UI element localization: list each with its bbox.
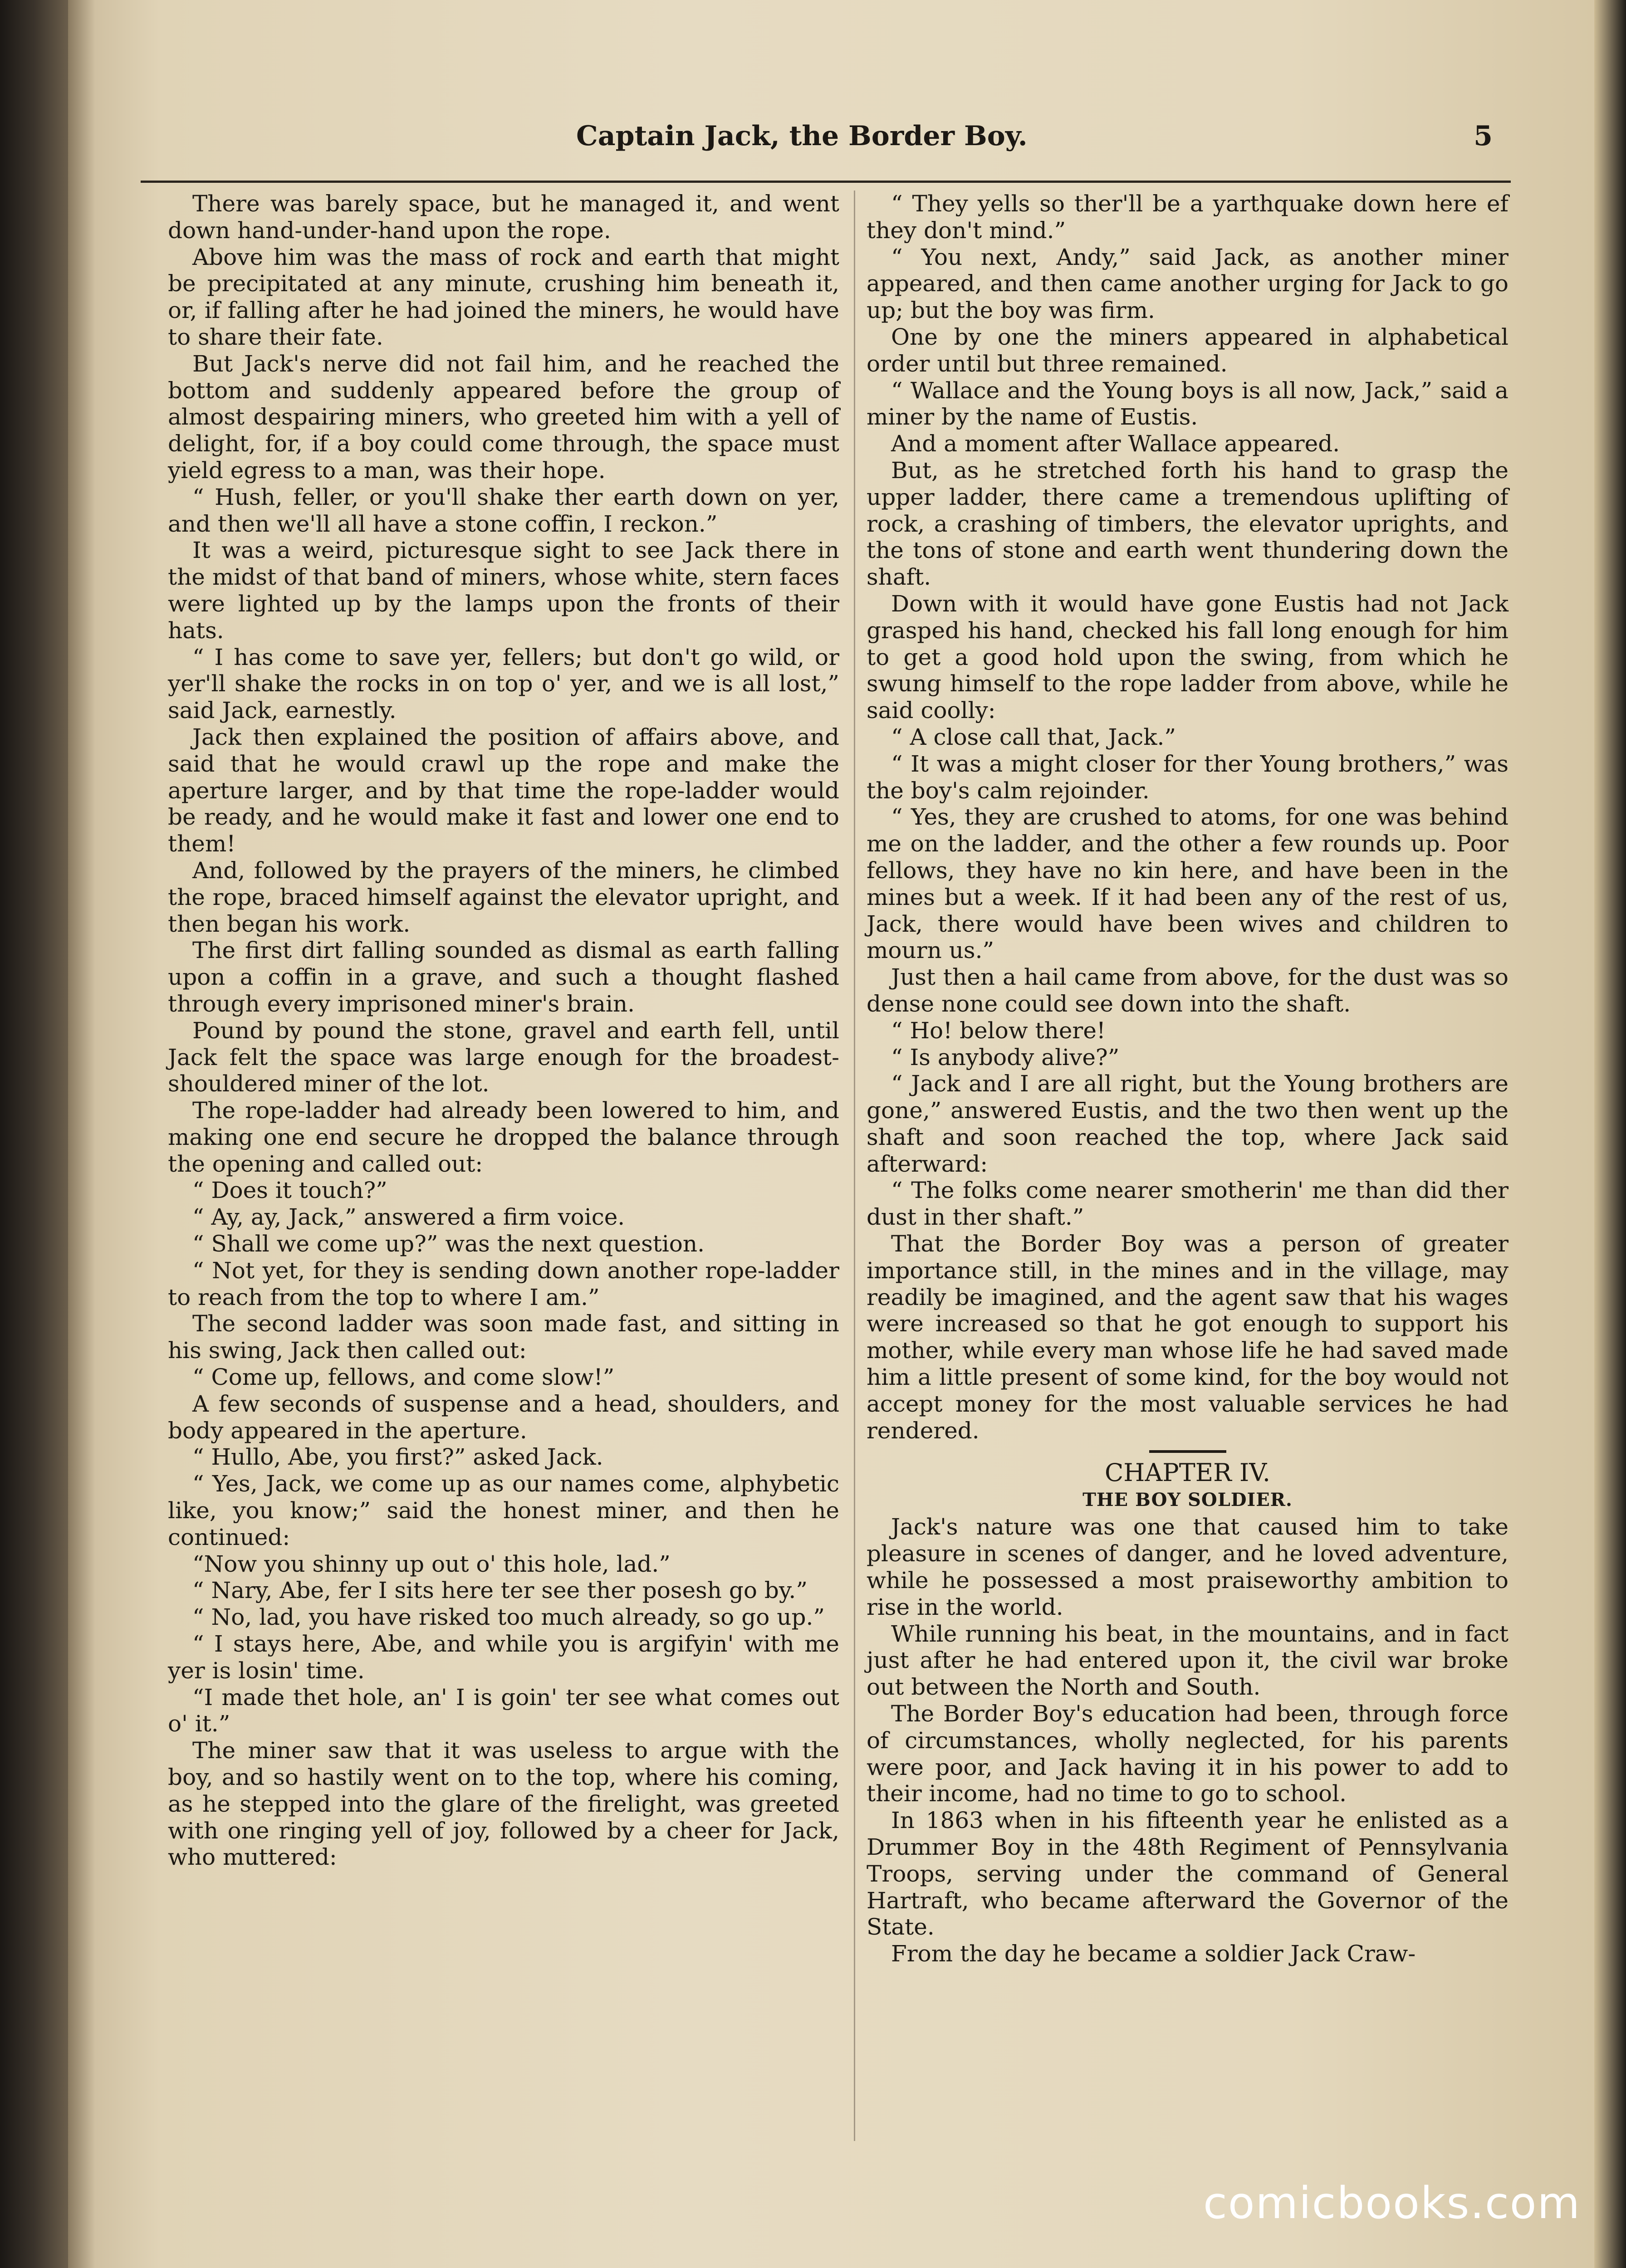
paragraph: There was barely space, but he managed it, and went down hand-under-hand upon the rope. [168, 191, 839, 244]
paragraph: But, as he stretched forth his hand to grasp the upper ladder, there came a tremendous uplifting of rock, a crashing of timbers, the elevator uprights, and the tons of stone and earth went thundering down the shaft. [867, 457, 1508, 591]
paragraph: “ Ho! below there! [891, 1017, 1106, 1044]
paragraph: Jack then explained the position of affairs above, and said that he would crawl up the rope and make the aperture larger, and by that time the rope-ladder would be ready, and he would make it fast and lower one end to them! [168, 723, 839, 857]
paragraph: “ Hullo, Abe, you first?” asked Jack. [192, 1444, 603, 1471]
paragraph: Above him was the mass of rock and earth that might be precipitated at any minute, crushing him beneath it, or, if falling after he had joined the miners, he would have to share their fate. [168, 244, 839, 350]
paragraph: “I made thet hole, an' I is goin' ter see what comes out o' it.” [168, 1684, 839, 1737]
paragraph: “ Does it touch?” [192, 1177, 387, 1204]
paragraph: The second ladder was soon made fast, and sitting in his swing, Jack then called out: [168, 1310, 839, 1364]
paragraph: “ No, lad, you have risked too much already, so go up.” [192, 1604, 825, 1631]
watermark: comicbooks.com [1203, 2178, 1581, 2229]
paragraph: “ You next, Andy,” said Jack, as another miner appeared, and then came another urging for Jack to go up; but the boy was firm. [867, 244, 1508, 324]
paragraph: Down with it would have gone Eustis had not Jack grasped his hand, checked his fall long enough for him to get a good hold upon the swing, from which he swung himself to the rope ladder from above, while he said coolly: [867, 590, 1508, 724]
chapter-number: CHAPTER IV. [1104, 1458, 1271, 1487]
binding-gutter [0, 0, 68, 2268]
paragraph: It was a weird, picturesque sight to see Jack there in the midst of that band of miners, whose white, stern faces were lighted up by the lamps upon the fronts of their hats. [168, 537, 839, 644]
paragraph: The rope-ladder had already been lowered to him, and making one end secure he dropped the balance through the opening and called out: [168, 1097, 839, 1177]
paragraph: While running his beat, in the mountains, and in fact just after he had entered upon it, the civil war broke out between the North and South. [867, 1620, 1508, 1701]
paragraph: In 1863 when in his fifteenth year he enlisted as a Drummer Boy in the 48th Regiment of Pennsylvania Troops, serving under the command of General Hartraft, who became afterward the Governor of the State. [867, 1807, 1508, 1941]
paragraph: “ Not yet, for they is sending down another rope-ladder to reach from the top to where I am.” [168, 1257, 839, 1310]
paragraph: “ Hush, feller, or you'll shake ther earth down on yer, and then we'll all have a stone coffin, I reckon.” [168, 484, 839, 537]
paragraph: One by one the miners appeared in alphabetical order until but three remained. [867, 323, 1508, 377]
running-header [544, 120, 1493, 156]
paragraph: But Jack's nerve did not fail him, and he reached the bottom and suddenly appeared before the group of almost despairing miners, who greeted him with a yell of delight, for, if a boy could come through, the space must yield egress to a man, was their hope. [168, 350, 839, 484]
left-column [168, 191, 839, 1871]
page-number: 5 [1474, 120, 1493, 152]
paragraph: “ I stays here, Abe, and while you is argifyin' with me yer is losin' time. [168, 1631, 839, 1684]
running-title: Captain Jack, the Border Boy. [576, 120, 1028, 152]
paragraph: “ Yes, Jack, we come up as our names come, alphybetic like, you know;” said the honest miner, and then he continued: [168, 1471, 839, 1550]
header-rule [141, 181, 1511, 183]
paragraph: “ It was a might closer for ther Young brothers,” was the boy's calm rejoinder. [867, 750, 1508, 804]
paragraph: Just then a hail came from above, for the dust was so dense none could see down into the shaft. [867, 964, 1508, 1017]
paragraph: “ Shall we come up?” was the next question. [192, 1231, 705, 1257]
paragraph: Pound by pound the stone, gravel and earth fell, until Jack felt the space was large enough for the broadest-shouldered miner of the lot. [168, 1017, 839, 1097]
section-rule [1149, 1450, 1226, 1453]
paragraph: “Now you shinny up out o' this hole, lad.” [192, 1550, 671, 1577]
paragraph: “ I has come to save yer, fellers; but don't go wild, or yer'll shake the rocks in on top o' yer, and we is all lost,” said Jack, earnestly. [168, 644, 839, 724]
paragraph: From the day he became a soldier Jack Craw- [891, 1941, 1416, 1967]
paragraph: The Border Boy's education had been, through force of circumstances, wholly neglected, for his parents were poor, and Jack having it in his power to add to their income, had no time to go to school. [867, 1701, 1508, 1807]
paragraph: “ Ay, ay, Jack,” answered a firm voice. [192, 1204, 625, 1231]
page-edge [1594, 0, 1626, 2268]
paragraph: And, followed by the prayers of the miners, he climbed the rope, braced himself against the elevator upright, and then began his work. [168, 857, 839, 937]
paragraph: “ Jack and I are all right, but the Young brothers are gone,” answered Eustis, and the two then went up the shaft and soon reached the top, where Jack said afterward: [867, 1070, 1508, 1177]
chapter-title: THE BOY SOLDIER. [1082, 1489, 1293, 1511]
paragraph: “ Is anybody alive?” [891, 1044, 1120, 1070]
paragraph: “ The folks come nearer smotherin' me than did ther dust in ther shaft.” [867, 1177, 1508, 1231]
column-divider [854, 191, 855, 2141]
paragraph: A few seconds of suspense and a head, shoulders, and body appeared in the aperture. [168, 1390, 839, 1444]
paragraph: That the Border Boy was a person of greater importance still, in the mines and in the village, may readily be imagined, and the agent saw that his wages were increased so that he got enough to support his mother, while every man whose life he had saved made him a little present of some kind, for the boy would not accept money for the most valuable services he had rendered. [867, 1231, 1508, 1444]
paragraph: “ Yes, they are crushed to atoms, for one was behind me on the ladder, and the other a few rounds up. Poor fellows, they have no kin here, and have been in the mines but a week. If it had been any of the rest of us, Jack, there would have been wives and children to mourn us.” [867, 804, 1508, 964]
paragraph: “ Come up, fellows, and come slow!” [192, 1364, 615, 1391]
paragraph: Jack's nature was one that caused him to take pleasure in scenes of danger, and he loved adventure, while he possessed a most praiseworthy ambition to rise in the world. [867, 1514, 1508, 1620]
paragraph: The miner saw that it was useless to argue with the boy, and so hastily went on to the top, where his coming, as he stepped into the glare of the firelight, was greeted with one ringing yell of joy, followed by a cheer for Jack, who muttered: [168, 1737, 839, 1871]
paragraph: “ A close call that, Jack.” [891, 723, 1176, 750]
paragraph: And a moment after Wallace appeared. [891, 430, 1340, 457]
paragraph: “ Nary, Abe, fer I sits here ter see ther posesh go by.” [192, 1577, 808, 1604]
right-column [867, 191, 1508, 1967]
paragraph: The first dirt falling sounded as dismal as earth falling upon a coffin in a grave, and such a thought flashed through every imprisoned miner's brain. [168, 937, 839, 1017]
paragraph: “ They yells so ther'll be a yarthquake down here ef they don't mind.” [867, 191, 1508, 244]
paragraph: “ Wallace and the Young boys is all now, Jack,” said a miner by the name of Eustis. [867, 377, 1508, 430]
